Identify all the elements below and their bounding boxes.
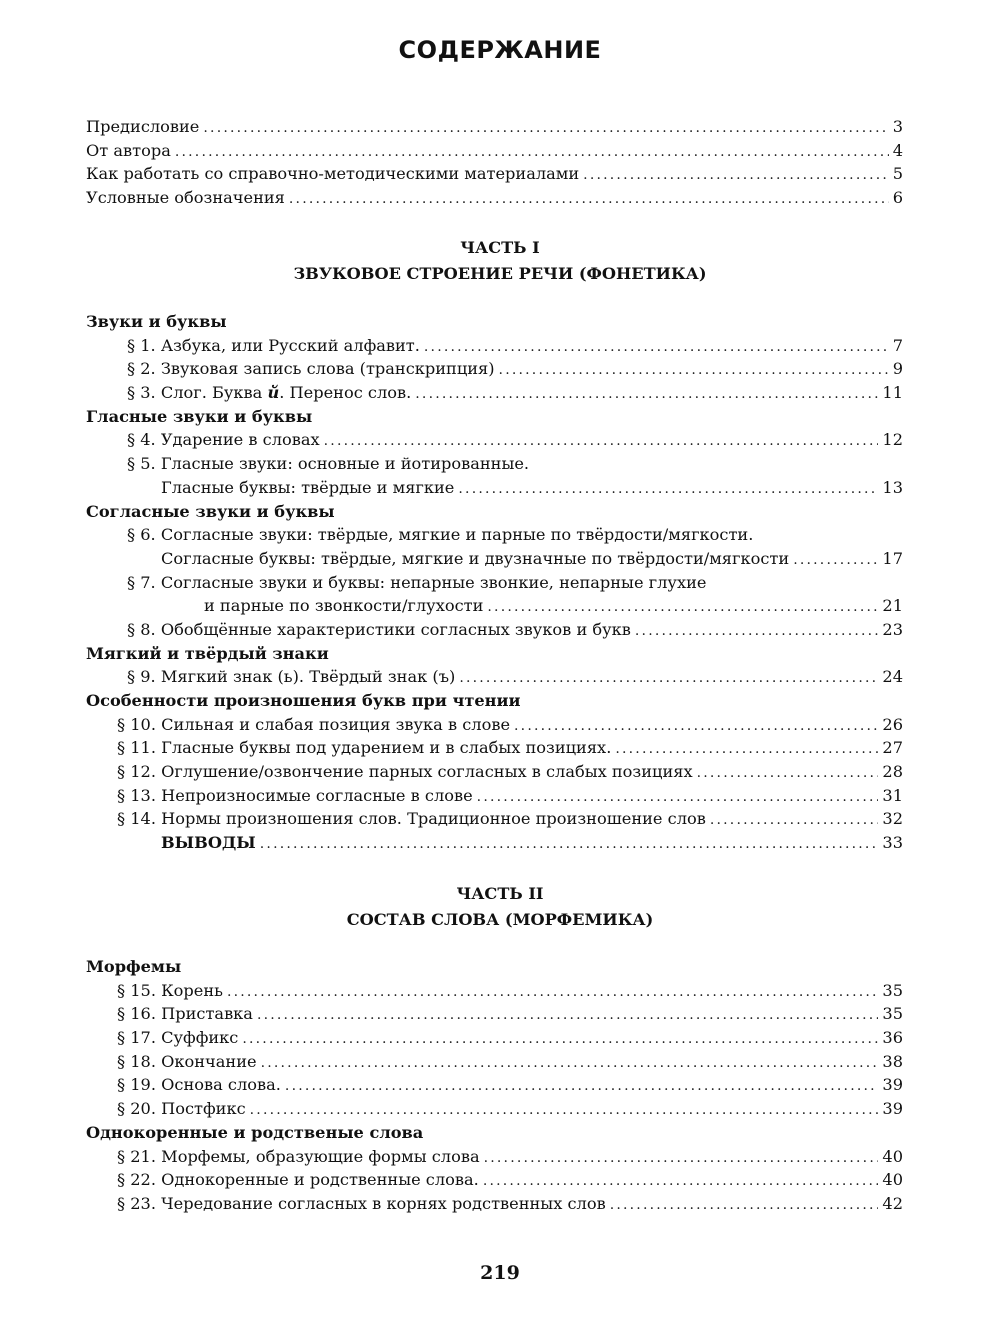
section-heading: Морфемы xyxy=(86,957,182,976)
toc-label: Согласные буквы: твёрдые, мягкие и двузначные по твёрдости/мягкости xyxy=(161,548,790,568)
toc-label: § 7. Согласные звуки и буквы: непарные звонкие, непарные глухие xyxy=(127,572,707,592)
toc-label: § 4. Ударение в словах xyxy=(127,430,320,450)
toc-page: 27 xyxy=(882,738,903,758)
section-heading: Согласные звуки и буквы xyxy=(86,501,335,521)
toc-label: § 8. Обобщённые характеристики согласных звуков и букв xyxy=(127,619,631,639)
toc-page: 40 xyxy=(882,1146,903,1166)
toc-page: 39 xyxy=(882,1099,903,1119)
toc-page: 12 xyxy=(882,430,903,450)
toc-page: 35 xyxy=(882,1004,903,1024)
toc-page: 33 xyxy=(882,833,903,853)
toc-entry[interactable] xyxy=(86,594,903,618)
toc-page: 23 xyxy=(882,619,903,639)
toc-page: 40 xyxy=(882,1170,903,1190)
toc-page: 26 xyxy=(882,714,903,734)
toc-entry[interactable] xyxy=(86,760,903,784)
toc-label: § 11. Гласные буквы под ударением и в слабых позициях. xyxy=(117,738,612,758)
toc-label: § 9. Мягкий знак (ь). Твёрдый знак (ъ) xyxy=(127,667,456,687)
toc-entry[interactable] xyxy=(86,186,903,210)
toc-label: § 20. Постфикс xyxy=(117,1099,246,1119)
toc-label: § 23. Чередование согласных в корнях родственных слов xyxy=(117,1193,606,1213)
part1-label: ЧАСТЬ I xyxy=(460,238,540,257)
toc-label: Предисловие xyxy=(86,117,200,136)
toc-label: Условные обозначения xyxy=(86,188,285,208)
toc-entry[interactable] xyxy=(86,831,903,855)
toc-page: 38 xyxy=(882,1051,903,1071)
part2-list xyxy=(86,955,903,1216)
page-title: СОДЕРЖАНИЕ xyxy=(398,36,602,64)
section-heading: Однокоренные и родственые слова xyxy=(86,1122,424,1142)
toc-entry[interactable] xyxy=(86,736,903,760)
toc-label: § 16. Приставка xyxy=(117,1004,253,1024)
toc-label: § 2. Звуковая запись слова (транскрипция) xyxy=(127,359,495,379)
toc-page: 31 xyxy=(882,785,903,805)
toc-entry[interactable] xyxy=(86,547,903,571)
toc-label: § 12. Оглушение/озвончение парных согласных в слабых позициях xyxy=(117,762,693,782)
toc-page: 9 xyxy=(892,359,903,379)
toc-page: 39 xyxy=(882,1075,903,1095)
toc-page: 35 xyxy=(882,980,903,1000)
toc-entry[interactable] xyxy=(86,1168,903,1192)
section-heading: Особенности произношения букв при чтении xyxy=(86,691,521,710)
toc-entry[interactable] xyxy=(86,139,903,163)
toc-page: 42 xyxy=(882,1193,903,1213)
toc-entry[interactable] xyxy=(86,979,903,1003)
toc-label: Как работать со справочно-методическими материалами xyxy=(86,164,580,184)
page-number: 219 xyxy=(480,1262,520,1284)
toc-page: 6 xyxy=(892,188,903,208)
toc-entry[interactable] xyxy=(86,784,903,808)
toc-label: § 5. Гласные звуки: основные и йотированные. xyxy=(127,454,530,474)
toc-entry[interactable] xyxy=(86,713,903,737)
toc-page: 3 xyxy=(892,117,903,136)
toc-label: § 3. Слог. Буква й. Перенос слов. xyxy=(127,383,412,403)
toc-label: § 14. Нормы произношения слов. Традиционное произношение слов xyxy=(117,809,706,829)
toc-entry[interactable] xyxy=(86,357,903,381)
toc-page: 11 xyxy=(882,383,903,403)
toc-entry[interactable] xyxy=(86,1050,903,1074)
part2-label: ЧАСТЬ II xyxy=(456,884,544,903)
toc-entry[interactable] xyxy=(86,1097,903,1121)
toc-page: 28 xyxy=(882,762,903,782)
toc-entry[interactable] xyxy=(86,1192,903,1216)
part2-subtitle: СОСТАВ СЛОВА (МОРФЕМИКА) xyxy=(346,910,654,929)
toc-page: 5 xyxy=(892,164,903,184)
section-heading: Мягкий и твёрдый знаки xyxy=(86,643,329,663)
toc-entry[interactable] xyxy=(86,162,903,186)
toc-entry[interactable] xyxy=(86,618,903,642)
toc-page: 17 xyxy=(882,548,903,568)
toc-label: § 21. Морфемы, образующие формы слова xyxy=(117,1146,480,1166)
toc-label: § 22. Однокоренные и родственные слова. xyxy=(117,1170,479,1190)
section-heading: Звуки и буквы xyxy=(86,312,227,331)
toc-page: 13 xyxy=(882,477,903,497)
toc-label: § 10. Сильная и слабая позиция звука в слове xyxy=(117,714,511,734)
toc-page: 7 xyxy=(892,335,903,355)
toc-page: 21 xyxy=(882,596,903,616)
toc-page: 24 xyxy=(882,667,903,687)
toc-page: 4 xyxy=(892,140,903,160)
toc-page: 36 xyxy=(882,1028,903,1048)
toc-label: § 19. Основа слова. xyxy=(117,1075,281,1095)
section-heading: Гласные звуки и буквы xyxy=(86,406,313,426)
toc-label: § 15. Корень xyxy=(117,980,223,1000)
toc-entry[interactable] xyxy=(86,334,903,358)
toc-entry[interactable] xyxy=(86,1002,903,1026)
toc-entry[interactable] xyxy=(86,381,903,405)
toc-label: § 13. Непроизносимые согласные в слове xyxy=(117,785,473,805)
part1-subtitle: ЗВУКОВОЕ СТРОЕНИЕ РЕЧИ (ФОНЕТИКА) xyxy=(293,264,707,283)
intro-list xyxy=(86,115,903,210)
toc-entry[interactable] xyxy=(86,1145,903,1169)
toc-entry[interactable] xyxy=(86,665,903,689)
toc-label: § 1. Азбука, или Русский алфавит. xyxy=(127,335,420,355)
toc-label: ВЫВОДЫ xyxy=(161,833,256,853)
part1-list xyxy=(86,310,903,855)
toc-label: § 17. Суффикс xyxy=(117,1028,239,1048)
toc-entry[interactable] xyxy=(86,115,903,139)
toc-label: § 18. Окончание xyxy=(117,1051,257,1071)
toc-label: и парные по звонкости/глухости xyxy=(204,596,484,616)
toc-entry[interactable] xyxy=(86,1026,903,1050)
toc-entry[interactable] xyxy=(86,428,903,452)
toc-page: 32 xyxy=(882,809,903,829)
toc-label: От автора xyxy=(86,140,171,160)
toc-entry[interactable] xyxy=(86,1073,903,1097)
toc-entry[interactable] xyxy=(86,807,903,831)
toc-entry[interactable] xyxy=(86,476,903,500)
toc-label: § 6. Согласные звуки: твёрдые, мягкие и парные по твёрдости/мягкости. xyxy=(127,525,754,545)
toc-label: Гласные буквы: твёрдые и мягкие xyxy=(161,477,455,497)
